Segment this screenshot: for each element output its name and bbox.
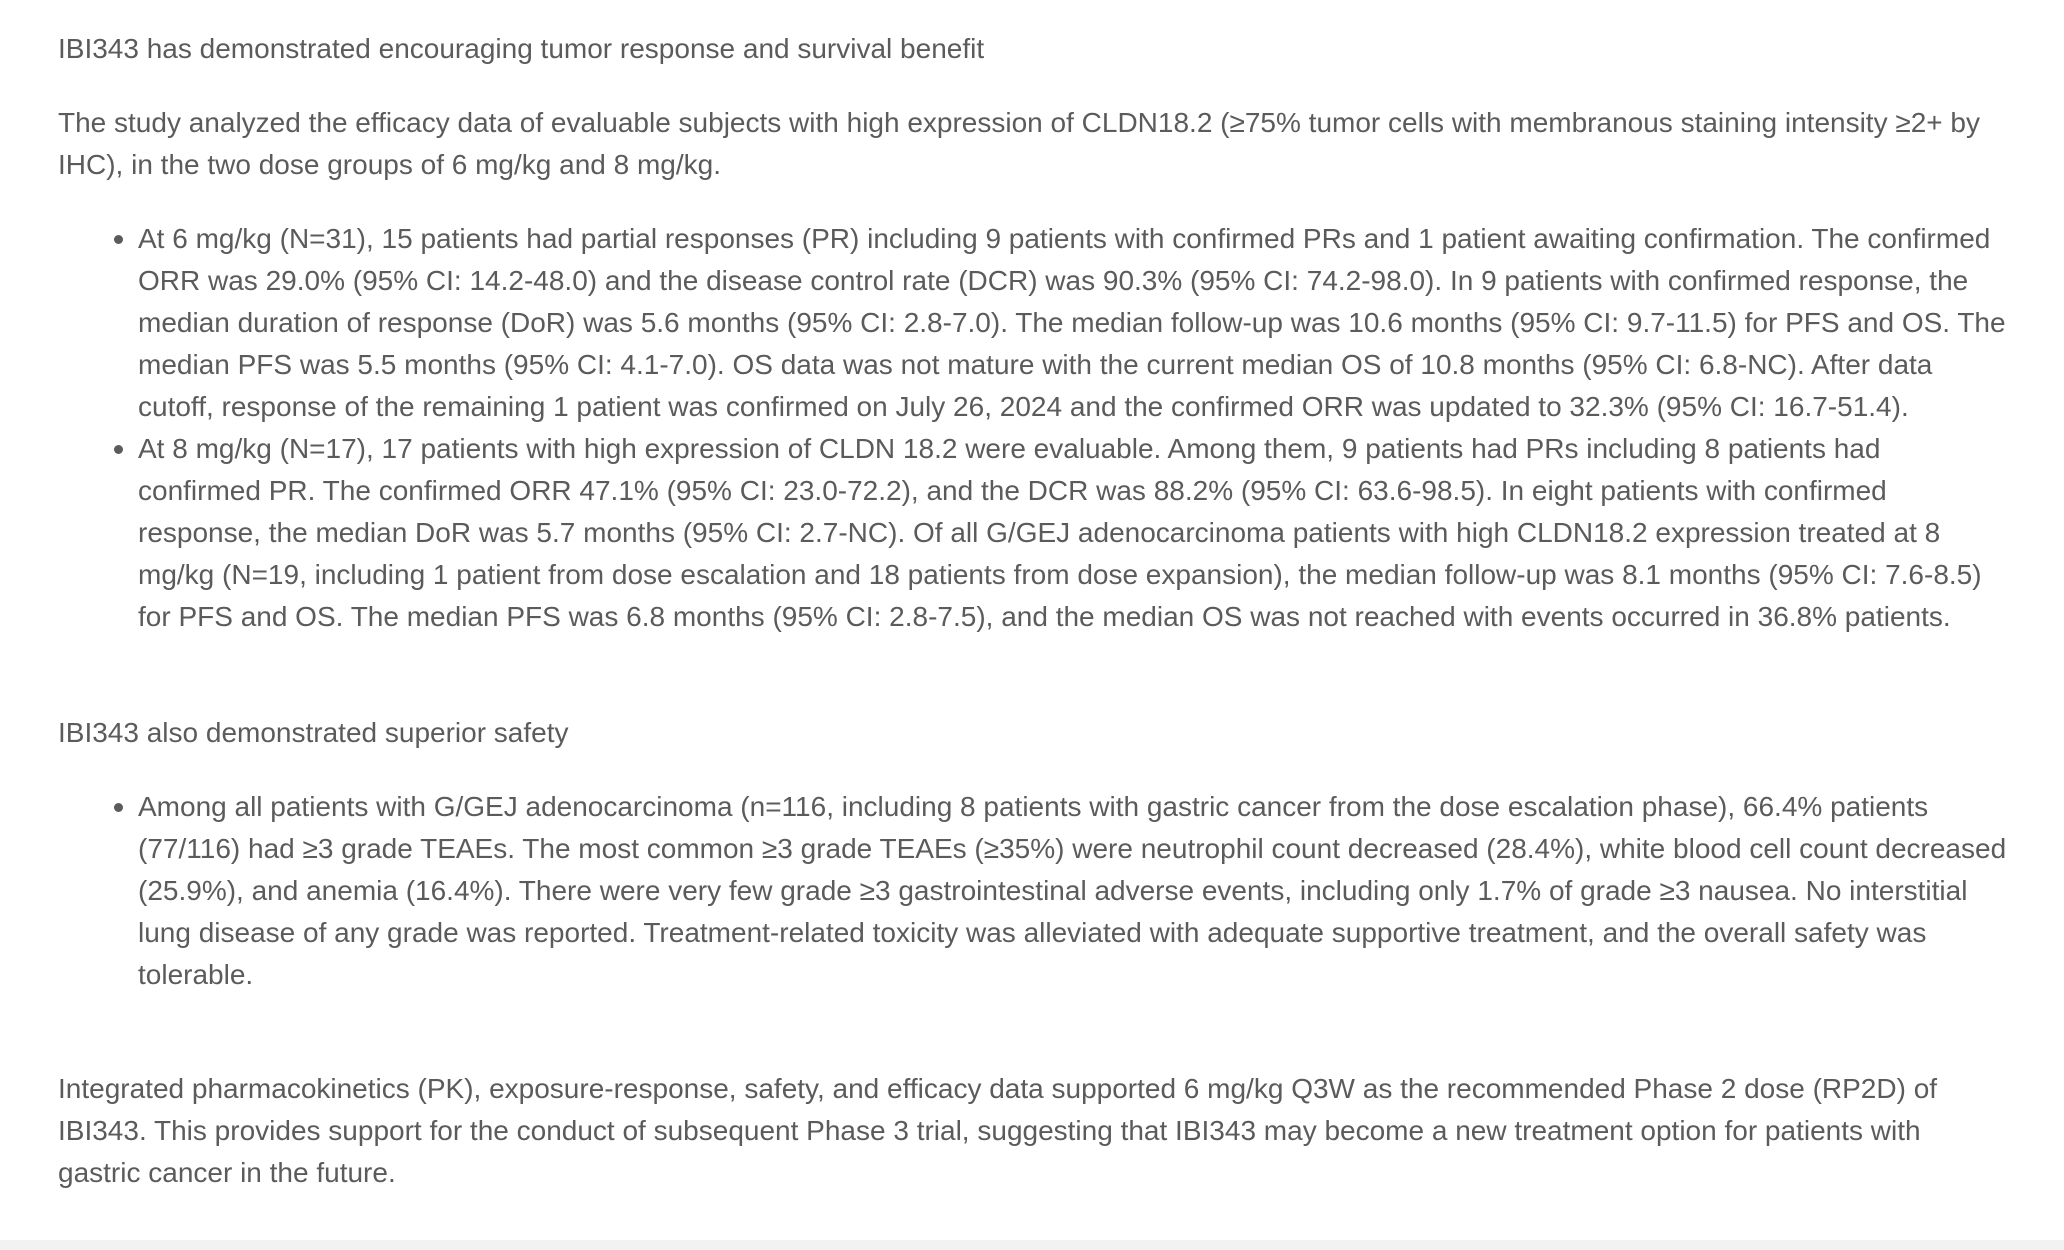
efficacy-bullet-list: [58, 218, 2008, 638]
page-bottom-divider: [0, 1240, 2064, 1250]
list-item: [58, 218, 2008, 428]
bullet-icon: [114, 445, 123, 454]
article-body: [58, 28, 2008, 1194]
list-item: [58, 428, 2008, 638]
section-heading-efficacy: IBI343 has demonstrated encouraging tumor response and survival benefit: [58, 33, 985, 64]
safety-bullet-list: [58, 786, 2008, 996]
bullet-icon: [114, 235, 123, 244]
bullet-icon: [114, 803, 123, 812]
list-item: [58, 786, 2008, 996]
section-heading-safety: IBI343 also demonstrated superior safety: [58, 717, 569, 748]
bullet-text: Among all patients with G/GEJ adenocarcinoma (n=116, including 8 patients with gastric cancer from the dose escalation phase), 66.4% patients (77/116) had ≥3 grade TEAEs. The most common ≥3 grade TEAEs (≥35%) were neutrophil count decreased (28.4%), white blood cell count decreased (25.9%), and anemia (16.4%). There were very few grade ≥3 gastrointestinal adverse events, including only 1.7% of grade ≥3 nausea. No interstitial lung disease of any grade was reported. Treatment-related toxicity was alleviated with adequate supportive treatment, and the overall safety was tolerable.: [138, 791, 2007, 990]
bullet-text: At 6 mg/kg (N=31), 15 patients had partial responses (PR) including 9 patients with confirmed PRs and 1 patient awaiting confirmation. The confirmed ORR was 29.0% (95% CI: 14.2-48.0) and the disease control rate (DCR) was 90.3% (95% CI: 74.2-98.0). In 9 patients with confirmed response, the median duration of response (DoR) was 5.6 months (95% CI: 2.8-7.0). The median follow-up was 10.6 months (95% CI: 9.7-11.5) for PFS and OS. The median PFS was 5.5 months (95% CI: 4.1-7.0). OS data was not mature with the current median OS of 10.8 months (95% CI: 6.8-NC). After data cutoff, response of the remaining 1 patient was confirmed on July 26, 2024 and the confirmed ORR was updated to 32.3% (95% CI: 16.7-51.4).: [138, 223, 2006, 422]
conclusion-paragraph: Integrated pharmacokinetics (PK), exposure-response, safety, and efficacy data supported 6 mg/kg Q3W as the recommended Phase 2 dose (RP2D) of IBI343. This provides support for the conduct of subsequent Phase 3 trial, suggesting that IBI343 may become a new treatment option for patients with gastric cancer in the future.: [58, 1073, 1938, 1188]
bullet-text: At 8 mg/kg (N=17), 17 patients with high expression of CLDN 18.2 were evaluable. Among them, 9 patients had PRs including 8 patients had confirmed PR. The confirmed ORR 47.1% (95% CI: 23.0-72.2), and the DCR was 88.2% (95% CI: 63.6-98.5). In eight patients with confirmed response, the median DoR was 5.7 months (95% CI: 2.7-NC). Of all G/GEJ adenocarcinoma patients with high CLDN18.2 expression treated at 8 mg/kg (N=19, including 1 patient from dose escalation and 18 patients from dose expansion), the median follow-up was 8.1 months (95% CI: 7.6-8.5) for PFS and OS. The median PFS was 6.8 months (95% CI: 2.8-7.5), and the median OS was not reached with events occurred in 36.8% patients.: [138, 433, 1982, 632]
efficacy-intro-paragraph: The study analyzed the efficacy data of evaluable subjects with high expression of CLDN18.2 (≥75% tumor cells with membranous staining intensity ≥2+ by IHC), in the two dose groups of 6 mg/kg and 8 mg/kg.: [58, 107, 1981, 180]
